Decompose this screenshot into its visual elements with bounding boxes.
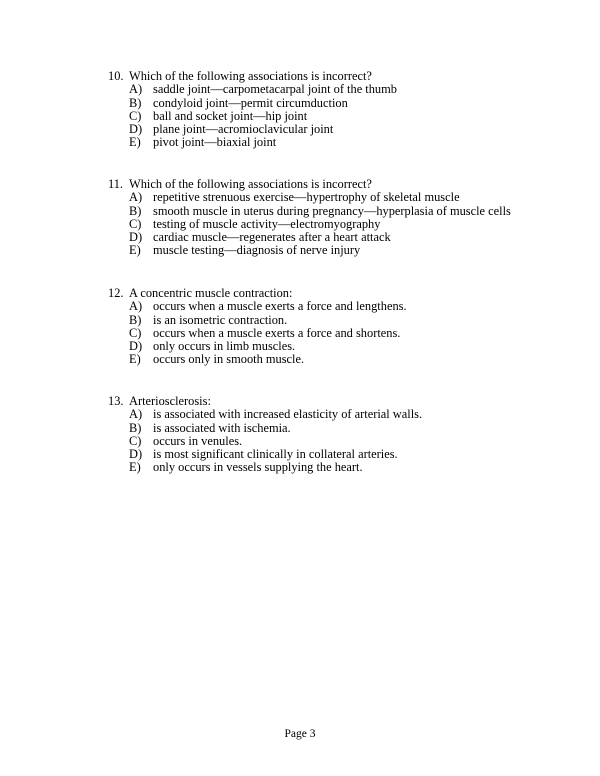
option-text: occurs only in smooth muscle. (153, 352, 305, 367)
question-stem (108, 70, 578, 83)
option-text: pivot joint—biaxial joint (153, 135, 277, 150)
option-b (129, 97, 578, 110)
option-letter: D) (129, 447, 143, 462)
option-list (108, 300, 578, 366)
option-d (129, 231, 578, 244)
option-d (129, 123, 578, 136)
option-text: is associated with ischemia. (153, 420, 291, 435)
option-letter: A) (129, 299, 143, 314)
option-text: ball and socket joint—hip joint (153, 108, 308, 123)
option-text: is most significant clinically in collateral arteries. (153, 447, 398, 462)
question-11 (108, 178, 578, 258)
question-text: A concentric muscle contraction: (129, 286, 293, 300)
option-text: occurs in venules. (153, 433, 243, 448)
option-d (129, 340, 578, 353)
option-c (129, 110, 578, 123)
option-a (129, 408, 578, 421)
option-letter: E) (129, 243, 141, 258)
option-b (129, 205, 578, 218)
option-a (129, 191, 578, 204)
option-a (129, 83, 578, 96)
option-letter: D) (129, 339, 143, 354)
option-c (129, 327, 578, 340)
option-letter: A) (129, 82, 143, 97)
option-text: cardiac muscle—regenerates after a heart attack (153, 230, 391, 245)
option-c (129, 435, 578, 448)
option-letter: E) (129, 352, 141, 367)
option-letter: B) (129, 312, 142, 327)
option-c (129, 218, 578, 231)
option-text: plane joint—acromioclavicular joint (153, 122, 334, 137)
option-text: occurs when a muscle exerts a force and lengthens. (153, 299, 407, 314)
question-text: Which of the following associations is incorrect? (129, 177, 372, 191)
question-12 (108, 287, 578, 367)
option-letter: B) (129, 95, 142, 110)
option-text: saddle joint—carpometacarpal joint of the thumb (153, 82, 397, 97)
option-d (129, 448, 578, 461)
option-text: only occurs in vessels supplying the heart. (153, 460, 363, 475)
option-letter: B) (129, 203, 142, 218)
option-text: only occurs in limb muscles. (153, 339, 296, 354)
option-text: smooth muscle in uterus during pregnancy—hyperplasia of muscle cells (153, 203, 511, 218)
option-letter: D) (129, 122, 143, 137)
option-text: muscle testing—diagnosis of nerve injury (153, 243, 361, 258)
page-number: Page 3 (284, 728, 316, 740)
option-text: testing of muscle activity—electromyography (153, 216, 381, 231)
option-a (129, 300, 578, 313)
question-number: 12. (108, 286, 124, 300)
option-letter: B) (129, 420, 142, 435)
question-stem (108, 287, 578, 300)
option-letter: E) (129, 460, 141, 475)
question-number: 13. (108, 394, 124, 408)
question-number: 11. (108, 177, 124, 191)
question-13 (108, 395, 578, 475)
option-e (129, 461, 578, 474)
option-text: condyloid joint—permit circumduction (153, 95, 348, 110)
option-list (108, 408, 578, 474)
question-text: Arteriosclerosis: (129, 394, 211, 408)
option-list (108, 83, 578, 149)
option-text: is an isometric contraction. (153, 312, 288, 327)
option-letter: C) (129, 433, 142, 448)
question-text: Which of the following associations is incorrect? (129, 69, 372, 83)
option-letter: D) (129, 230, 143, 245)
option-letter: C) (129, 325, 142, 340)
option-e (129, 353, 578, 366)
question-number: 10. (108, 69, 124, 83)
option-letter: E) (129, 135, 141, 150)
question-stem (108, 178, 578, 191)
option-letter: A) (129, 407, 143, 422)
option-letter: A) (129, 190, 143, 205)
option-e (129, 244, 578, 257)
option-text: is associated with increased elasticity of arterial walls. (153, 407, 423, 422)
option-text: repetitive strenuous exercise—hypertrophy of skeletal muscle (153, 190, 460, 205)
option-letter: C) (129, 108, 142, 123)
option-e (129, 136, 578, 149)
option-text: occurs when a muscle exerts a force and shortens. (153, 325, 401, 340)
option-b (129, 314, 578, 327)
option-letter: C) (129, 216, 142, 231)
question-10 (108, 70, 578, 150)
question-stem (108, 395, 578, 408)
option-list (108, 191, 578, 257)
option-b (129, 422, 578, 435)
